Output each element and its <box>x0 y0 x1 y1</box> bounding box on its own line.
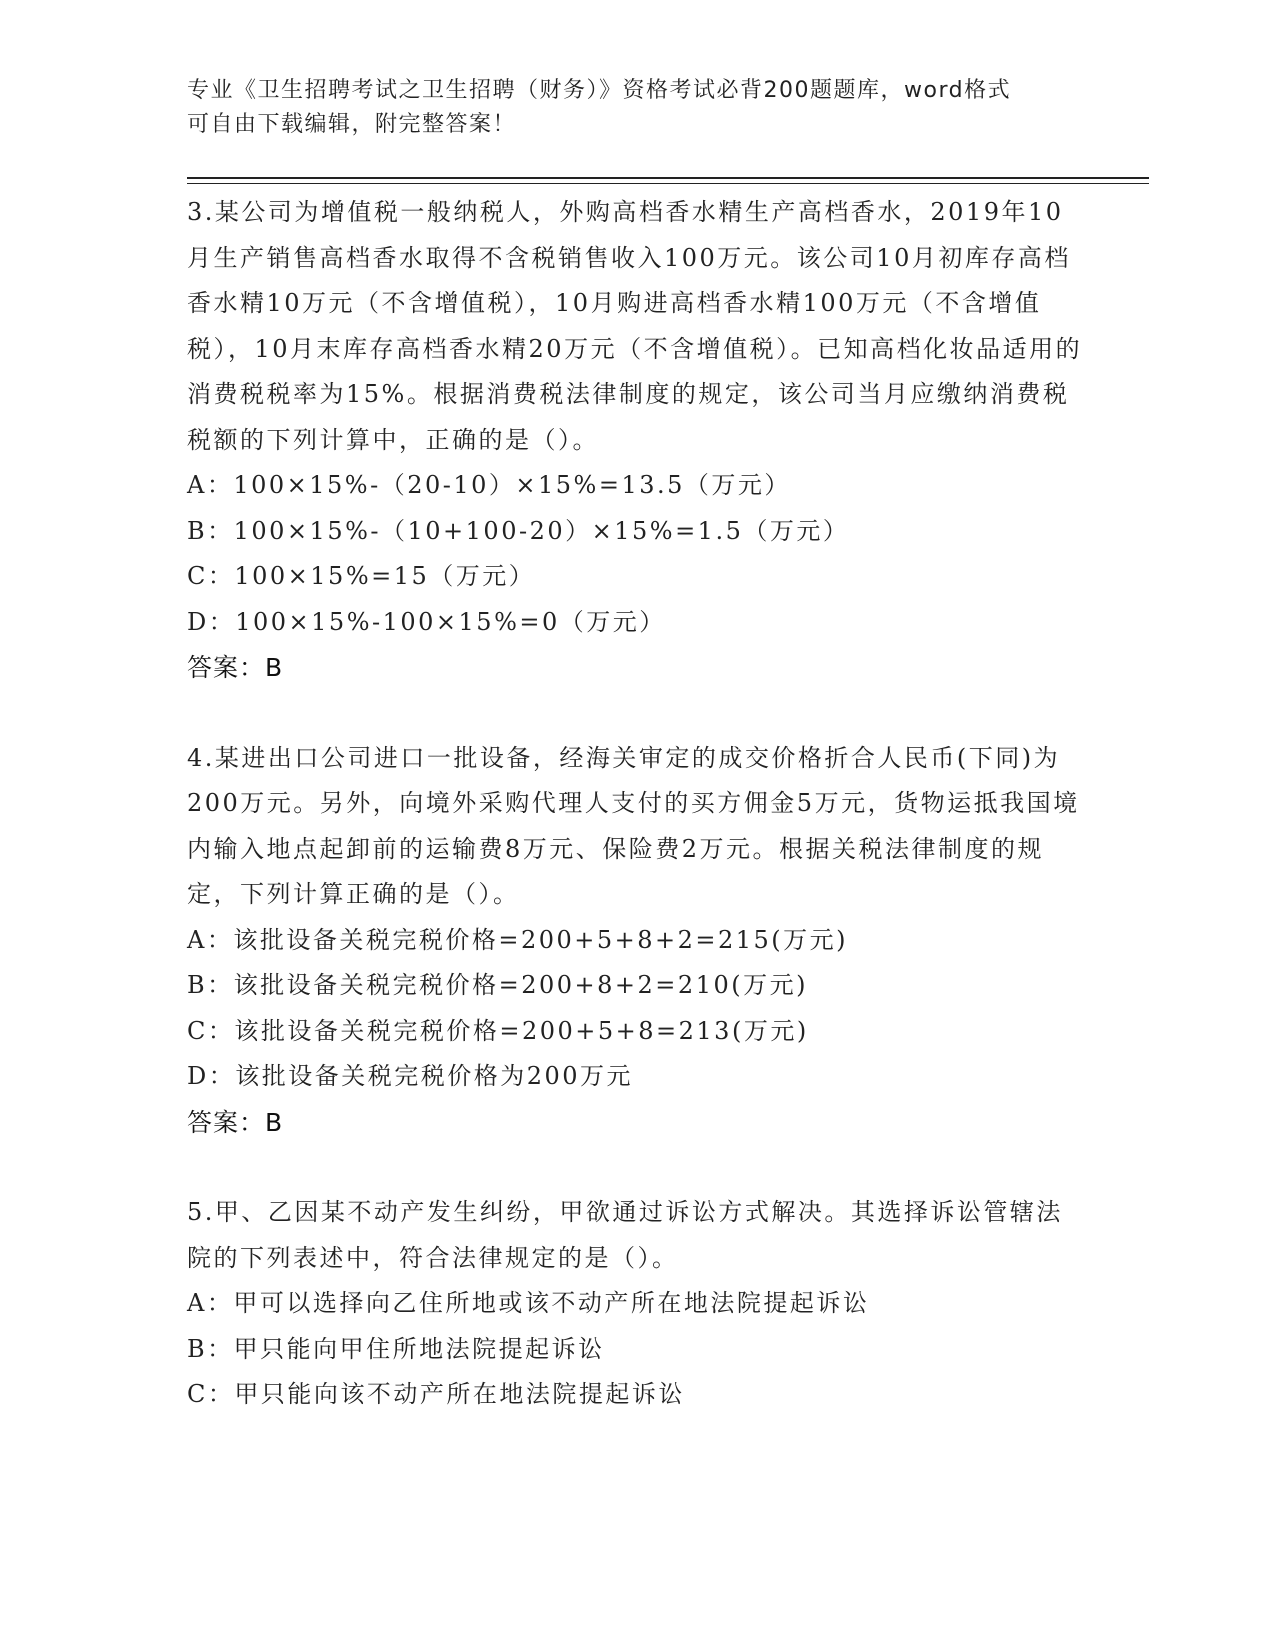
header-divider-thick <box>187 177 1149 179</box>
question-list <box>187 190 1087 1463</box>
question-stem: 3.某公司为增值税一般纳税人，外购高档香水精生产高档香水，2019年10月生产销售高档香水取得不含税销售收入100万元。该公司10月初库存高档香水精10万元（不含增值税），10月购进高档香水精100万元（不含增值税），10月末库存高档香水精20万元（不含增值税）。已知高档化妆品适用的消费税税率为15%。根据消费税法律制度的规定，该公司当月应缴纳消费税税额的下列计算中，正确的是（）。 <box>187 198 1083 454</box>
header-title-line-1: 专业《卫生招聘考试之卫生招聘（财务）》资格考试必背200题题库，word格式 <box>187 78 1012 103</box>
option-c: C：该批设备关税完税价格=200+5+8=213(万元) <box>187 1016 809 1045</box>
option-b: B：甲只能向甲住所地法院提起诉讼 <box>187 1334 605 1363</box>
answer: 答案：B <box>187 1107 284 1137</box>
option-a: A：该批设备关税完税价格=200+5+8+2=215(万元) <box>187 925 849 954</box>
question-stem: 4.某进出口公司进口一批设备，经海关审定的成交价格折合人民币(下同)为200万元。另外，向境外采购代理人支付的买方佣金5万元，货物运抵我国境内输入地点起卸前的运输费8万元、保险费2万元。根据关税法律制度的规定，下列计算正确的是（）。 <box>187 743 1080 908</box>
header-title-line-2: 可自由下载编辑，附完整答案！ <box>187 112 517 137</box>
document-header <box>187 74 1087 142</box>
option-c: C：甲只能向该不动产所在地法院提起诉讼 <box>187 1380 685 1408</box>
option-a: A：100×15%-（20-10）×15%=13.5（万元） <box>187 471 791 499</box>
option-d: D：该批设备关税完税价格为200万元 <box>187 1062 634 1090</box>
option-d: D：100×15%-100×15%=0（万元） <box>187 607 666 636</box>
option-a: A：甲可以选择向乙住所地或该不动产所在地法院提起诉讼 <box>187 1289 870 1317</box>
option-b: B：100×15%-（10+100-20）×15%=1.5（万元） <box>187 516 850 545</box>
question-3 <box>187 190 1087 691</box>
question-stem: 5.甲、乙因某不动产发生纠纷，甲欲通过诉讼方式解决。其选择诉讼管辖法院的下列表述中，符合法律规定的是（）。 <box>187 1198 1063 1272</box>
answer: 答案：B <box>187 653 284 682</box>
question-5 <box>187 1190 1087 1418</box>
question-4 <box>187 736 1087 1146</box>
option-b: B：该批设备关税完税价格=200+8+2=210(万元) <box>187 971 808 999</box>
option-c: C：100×15%=15（万元） <box>187 562 536 590</box>
header-divider-thin <box>187 183 1149 184</box>
